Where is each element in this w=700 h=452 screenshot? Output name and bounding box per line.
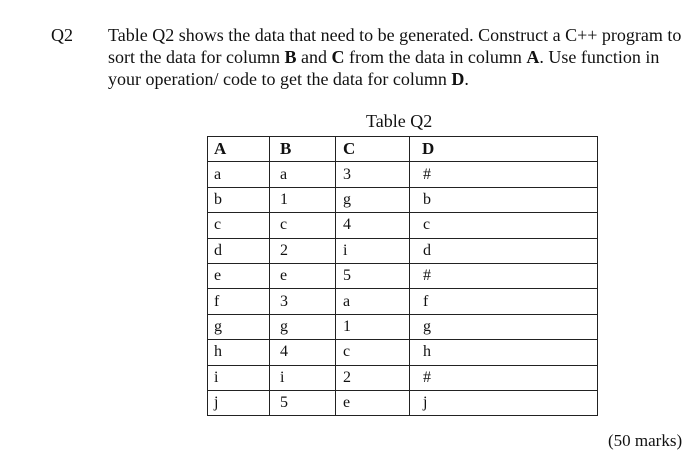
header-column-d: D [410, 137, 598, 162]
cell-column-d: b [410, 187, 598, 212]
cell-column-c: 3 [336, 162, 410, 187]
question-text-run: sort the data for column [108, 47, 285, 67]
cell-column-a: c [208, 213, 270, 238]
cell-column-b: 4 [270, 340, 336, 365]
question-line [108, 24, 700, 46]
cell-column-d: # [410, 365, 598, 390]
cell-column-d: f [410, 289, 598, 314]
cell-column-c: 1 [336, 314, 410, 339]
cell-column-d: d [410, 238, 598, 263]
cell-column-a: f [208, 289, 270, 314]
cell-column-c: 2 [336, 365, 410, 390]
cell-column-a: h [208, 340, 270, 365]
question-bold-term: D [451, 69, 465, 89]
table-row [208, 314, 598, 339]
table-row [208, 263, 598, 288]
header-column-b: B [270, 137, 336, 162]
data-table [207, 136, 598, 416]
table-header-row [208, 137, 598, 162]
question-number: Q2 [51, 25, 73, 45]
cell-column-c: e [336, 390, 410, 415]
table-row [208, 238, 598, 263]
cell-column-a: j [208, 390, 270, 415]
cell-column-b: a [270, 162, 336, 187]
table-row [208, 187, 598, 212]
cell-column-c: c [336, 340, 410, 365]
table-row [208, 289, 598, 314]
cell-column-c: g [336, 187, 410, 212]
question-text-run: your operation/ code to get the data for column [108, 69, 452, 89]
question-bold-term: A [526, 47, 540, 67]
table-row [208, 162, 598, 187]
question-text-run: and [296, 47, 332, 67]
cell-column-a: b [208, 187, 270, 212]
question-text-run: Table Q2 shows the data that need to be generated. Construct a C++ program to [108, 25, 682, 45]
question-bold-term: B [284, 47, 297, 67]
cell-column-b: c [270, 213, 336, 238]
cell-column-d: g [410, 314, 598, 339]
question-line [108, 46, 700, 68]
cell-column-c: i [336, 238, 410, 263]
cell-column-d: # [410, 162, 598, 187]
cell-column-c: 5 [336, 263, 410, 288]
cell-column-c: 4 [336, 213, 410, 238]
cell-column-d: c [410, 213, 598, 238]
cell-column-a: e [208, 263, 270, 288]
cell-column-d: j [410, 390, 598, 415]
cell-column-d: h [410, 340, 598, 365]
cell-column-b: 5 [270, 390, 336, 415]
question-text-run: from the data in column [344, 47, 527, 67]
question-text-run: . [464, 69, 469, 89]
table-row [208, 390, 598, 415]
question-text-run: . Use function in [539, 47, 660, 67]
cell-column-b: 3 [270, 289, 336, 314]
cell-column-b: i [270, 365, 336, 390]
header-column-a: A [208, 137, 270, 162]
cell-column-c: a [336, 289, 410, 314]
cell-column-a: d [208, 238, 270, 263]
cell-column-b: g [270, 314, 336, 339]
table-row [208, 365, 598, 390]
table-caption: Table Q2 [366, 111, 433, 131]
table-row [208, 340, 598, 365]
header-column-c: C [336, 137, 410, 162]
question-text [108, 24, 700, 90]
marks-label: (50 marks) [608, 431, 683, 450]
cell-column-b: 1 [270, 187, 336, 212]
cell-column-b: 2 [270, 238, 336, 263]
cell-column-a: i [208, 365, 270, 390]
table-row [208, 213, 598, 238]
cell-column-a: a [208, 162, 270, 187]
question-bold-term: C [331, 47, 345, 67]
cell-column-b: e [270, 263, 336, 288]
cell-column-d: # [410, 263, 598, 288]
cell-column-a: g [208, 314, 270, 339]
question-line [108, 68, 700, 90]
